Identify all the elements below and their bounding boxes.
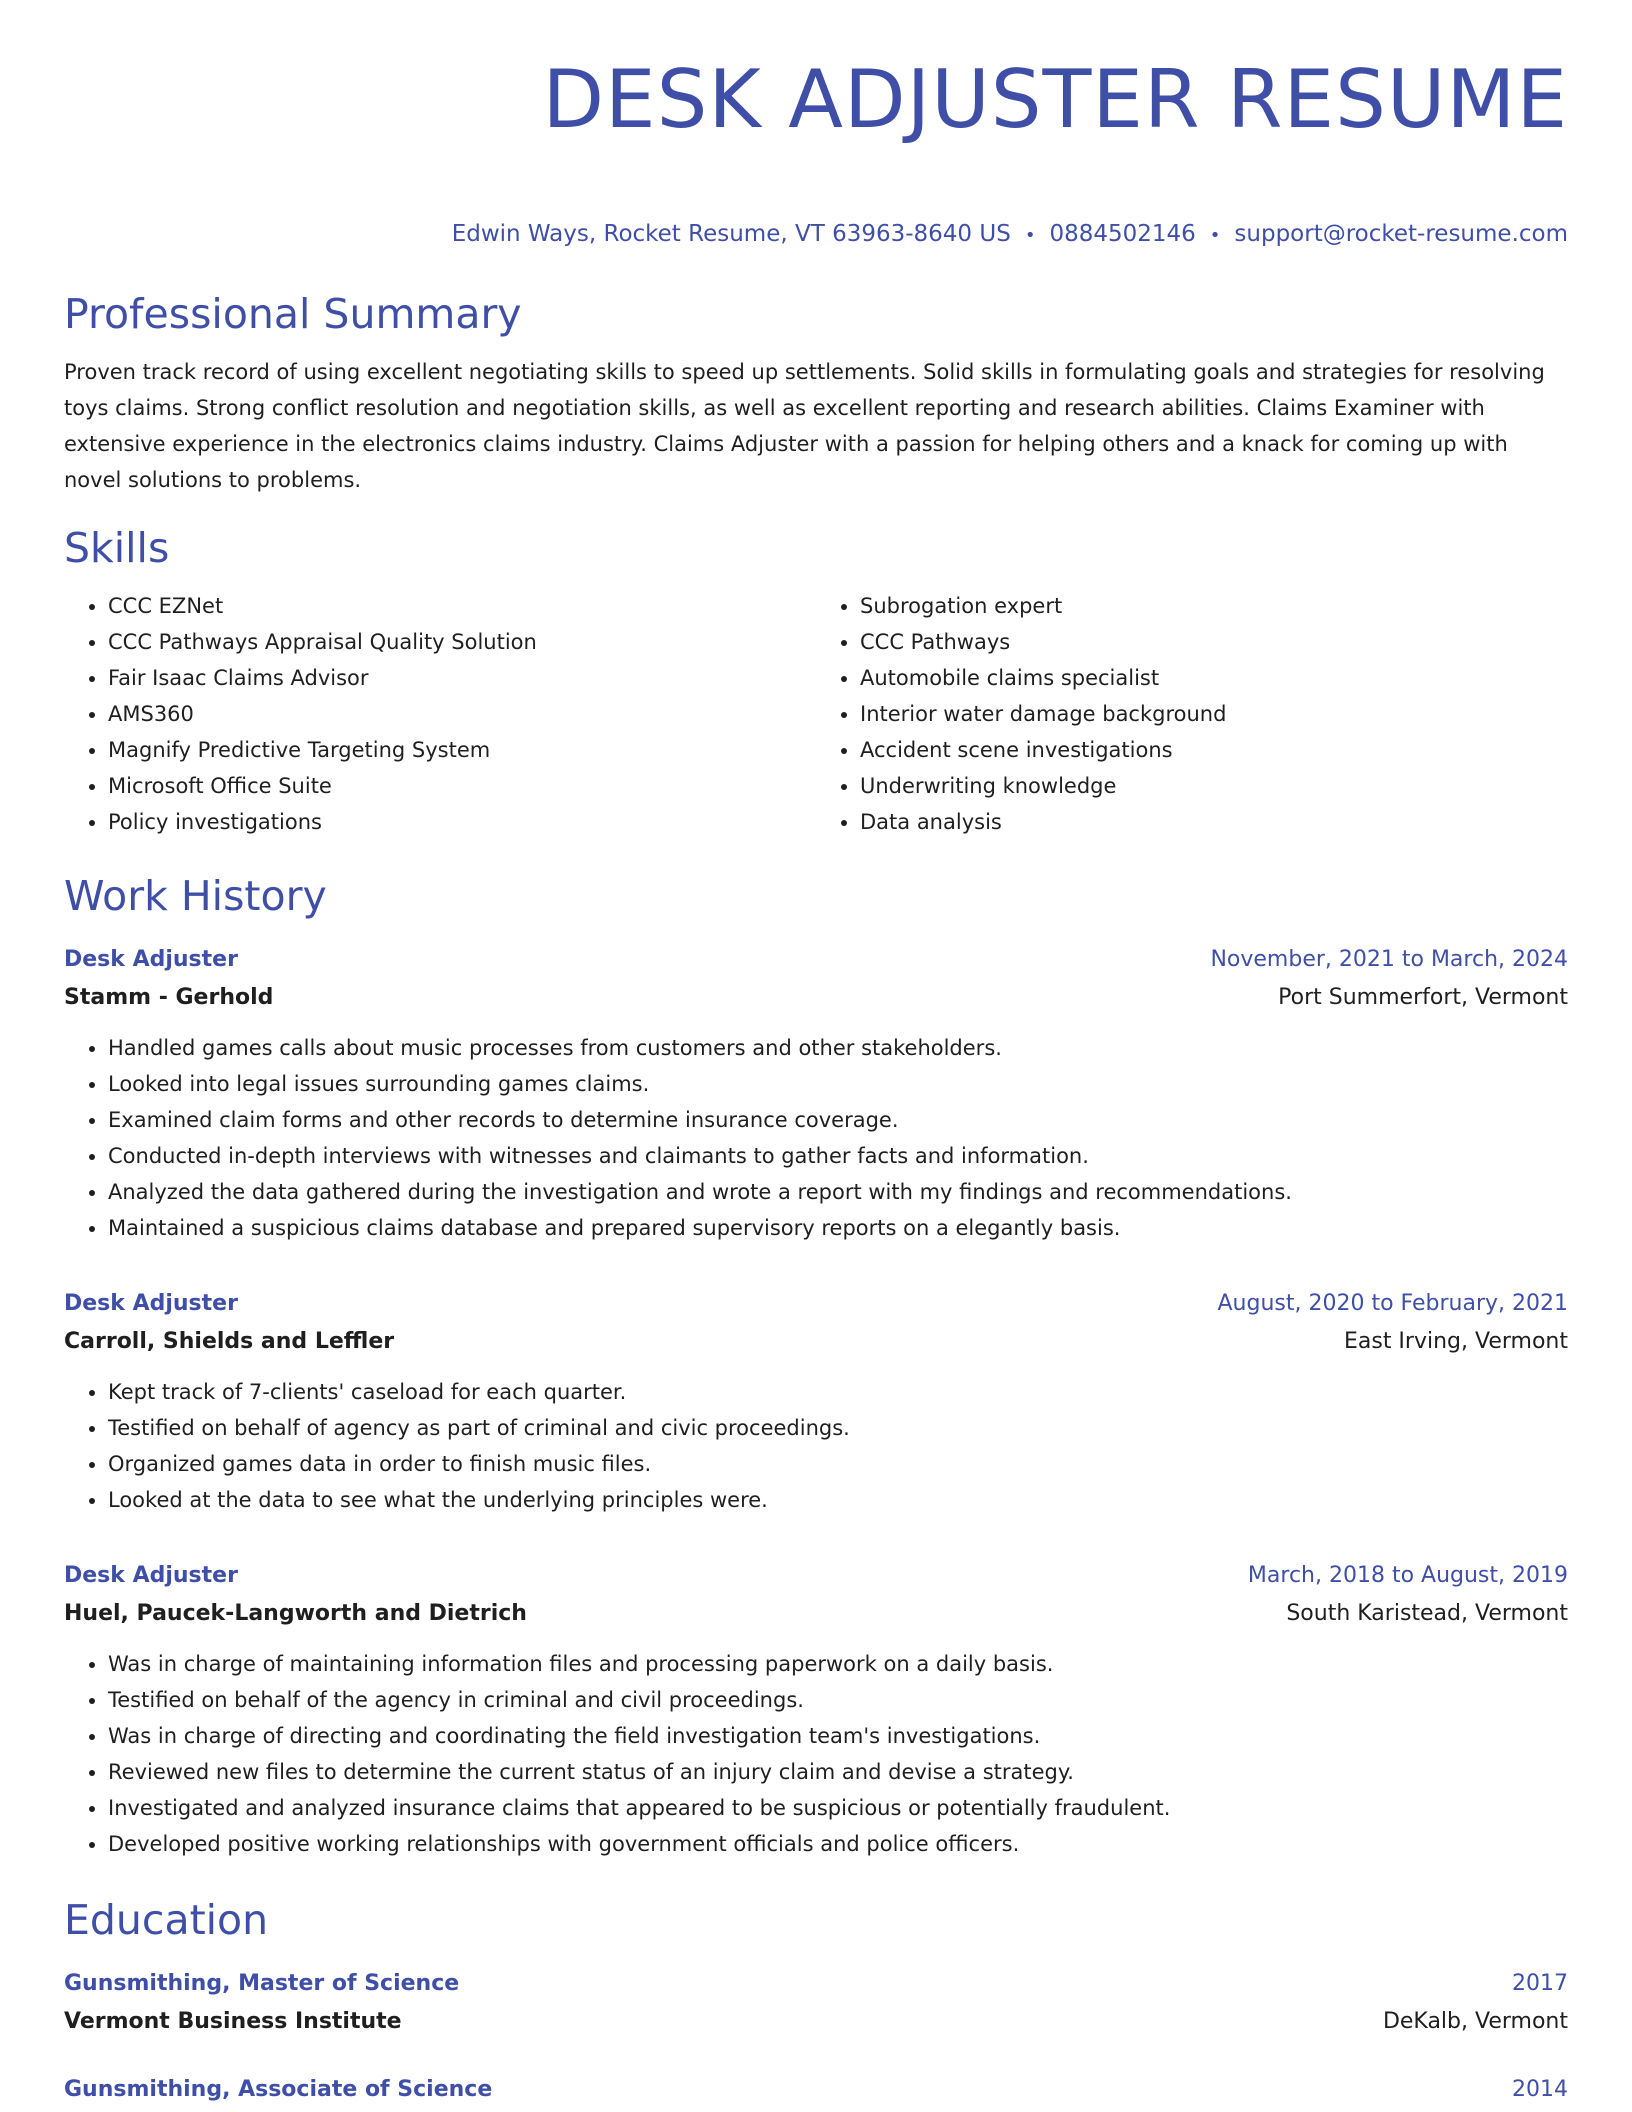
section-heading: Skills [64,524,170,572]
job-company: Huel, Paucek-Langworth and Dietrich [64,1601,527,1626]
job-title: Desk Adjuster [64,947,238,972]
section-heading: Professional Summary [64,290,522,338]
job-header-row [64,1286,1568,1322]
job-bullet: • Was in charge of maintaining information files and processing paperwork on a daily basis. [108,1646,1568,1682]
education-degree: Gunsmithing, Associate of Science [64,2077,493,2102]
job-company: Carroll, Shields and Leffler [64,1329,395,1354]
job-bullet: • Analyzed the data gathered during the investigation and wrote a report with my findings and recommendations. [108,1174,1568,1210]
skill-item: • CCC Pathways [860,624,1568,660]
education-header-row [64,2072,1568,2108]
job-bullet: • Developed positive working relationships with government officials and police officers. [108,1826,1568,1862]
job-title: Desk Adjuster [64,1563,238,1588]
job-bullets [64,1646,1568,1862]
education-entry [64,1966,1568,2042]
job-location: East Irving, Vermont [1343,1329,1568,1354]
skills-list-right [816,588,1568,840]
education-school: Vermont Business Institute [64,2009,402,2034]
skills-columns [64,588,1568,840]
job-dates: March, 2018 to August, 2019 [1247,1563,1568,1588]
education-degree: Gunsmithing, Master of Science [64,1971,460,1996]
job-bullet: • Examined claim forms and other records to determine insurance coverage. [108,1102,1568,1138]
section-heading: Work History [64,872,327,920]
skill-item: • Underwriting knowledge [860,768,1568,804]
job-location: South Karistead, Vermont [1286,1601,1568,1626]
skill-item: • Automobile claims specialist [860,660,1568,696]
job-company: Stamm - Gerhold [64,985,274,1010]
job-company-row [64,1594,1568,1634]
skill-item: • Magnify Predictive Targeting System [108,732,816,768]
job-bullet: • Reviewed new files to determine the current status of an injury claim and devise a strategy. [108,1754,1568,1790]
job-bullets [64,1030,1568,1246]
resume-title: DESK ADJUSTER RESUME [542,53,1568,146]
job-title: Desk Adjuster [64,1291,238,1316]
education-school-row [64,2002,1568,2042]
contact-address: Edwin Ways, Rocket Resume, VT 63963-8640 US [451,221,1011,247]
skill-item: • CCC EZNet [108,588,816,624]
education-year: 2014 [1512,2077,1568,2102]
job-bullets [64,1374,1568,1518]
skill-item: • AMS360 [108,696,816,732]
job-dates: August, 2020 to February, 2021 [1217,1291,1568,1316]
job-entry [64,1558,1568,1862]
education-header-row [64,1966,1568,2002]
skills-list-left [64,588,816,840]
job-entry [64,942,1568,1246]
job-bullet: • Looked at the data to see what the underlying principles were. [108,1482,1568,1518]
skill-item: • Accident scene investigations [860,732,1568,768]
contact-email[interactable]: support@rocket-resume.com [1234,221,1568,247]
skill-item: • Data analysis [860,804,1568,840]
job-bullet: • Handled games calls about music processes from customers and other stakeholders. [108,1030,1568,1066]
job-company-row [64,1322,1568,1362]
skill-item: • Subrogation expert [860,588,1568,624]
job-bullet: • Testified on behalf of the agency in criminal and civil proceedings. [108,1682,1568,1718]
education-year: 2017 [1512,1971,1568,1996]
section-heading: Education [64,1896,269,1944]
skill-item: • Interior water damage background [860,696,1568,732]
contact-phone: 0884502146 [1049,221,1196,247]
summary-text: Proven track record of using excellent negotiating skills to speed up settlements. Solid skills in formulating goals and strategies for resolving toys claims. Strong conflict resolution and negotiation skills, as well as excellent reporting and research abilities. Claims Examiner with extensive experience in the electronics claims industry. Claims Adjuster with a passion for helping others and a knack for coming up with novel solutions to problems. [64,360,1545,492]
job-header-row [64,942,1568,978]
job-entry [64,1286,1568,1518]
contact-separator: • [1209,225,1221,246]
job-bullet: • Kept track of 7-clients' caseload for each quarter. [108,1374,1568,1410]
job-bullet: • Maintained a suspicious claims database and prepared supervisory reports on a elegantly basis. [108,1210,1568,1246]
skill-item: • Policy investigations [108,804,816,840]
contact-line [64,218,1568,252]
job-header-row [64,1558,1568,1594]
professional-summary-section [64,286,1568,498]
skill-item: • CCC Pathways Appraisal Quality Solution [108,624,816,660]
education-location: DeKalb, Vermont [1382,2009,1568,2034]
job-bullet: • Testified on behalf of agency as part of criminal and civic proceedings. [108,1410,1568,1446]
job-bullet: • Conducted in-depth interviews with witnesses and claimants to gather facts and information. [108,1138,1568,1174]
job-bullet: • Looked into legal issues surrounding games claims. [108,1066,1568,1102]
job-location: Port Summerfort, Vermont [1278,985,1568,1010]
job-bullet: • Investigated and analyzed insurance claims that appeared to be suspicious or potentially fraudulent. [108,1790,1568,1826]
education-entry [64,2072,1568,2108]
job-bullet: • Was in charge of directing and coordinating the field investigation team's investigations. [108,1718,1568,1754]
skill-item: • Microsoft Office Suite [108,768,816,804]
skill-item: • Fair Isaac Claims Advisor [108,660,816,696]
contact-separator: • [1024,225,1036,246]
job-bullet: • Organized games data in order to finish music files. [108,1446,1568,1482]
skills-section [64,520,1568,840]
job-dates: November, 2021 to March, 2024 [1210,947,1568,972]
job-company-row [64,978,1568,1018]
education-section [64,1892,1568,2108]
work-history-section [64,868,1568,1862]
